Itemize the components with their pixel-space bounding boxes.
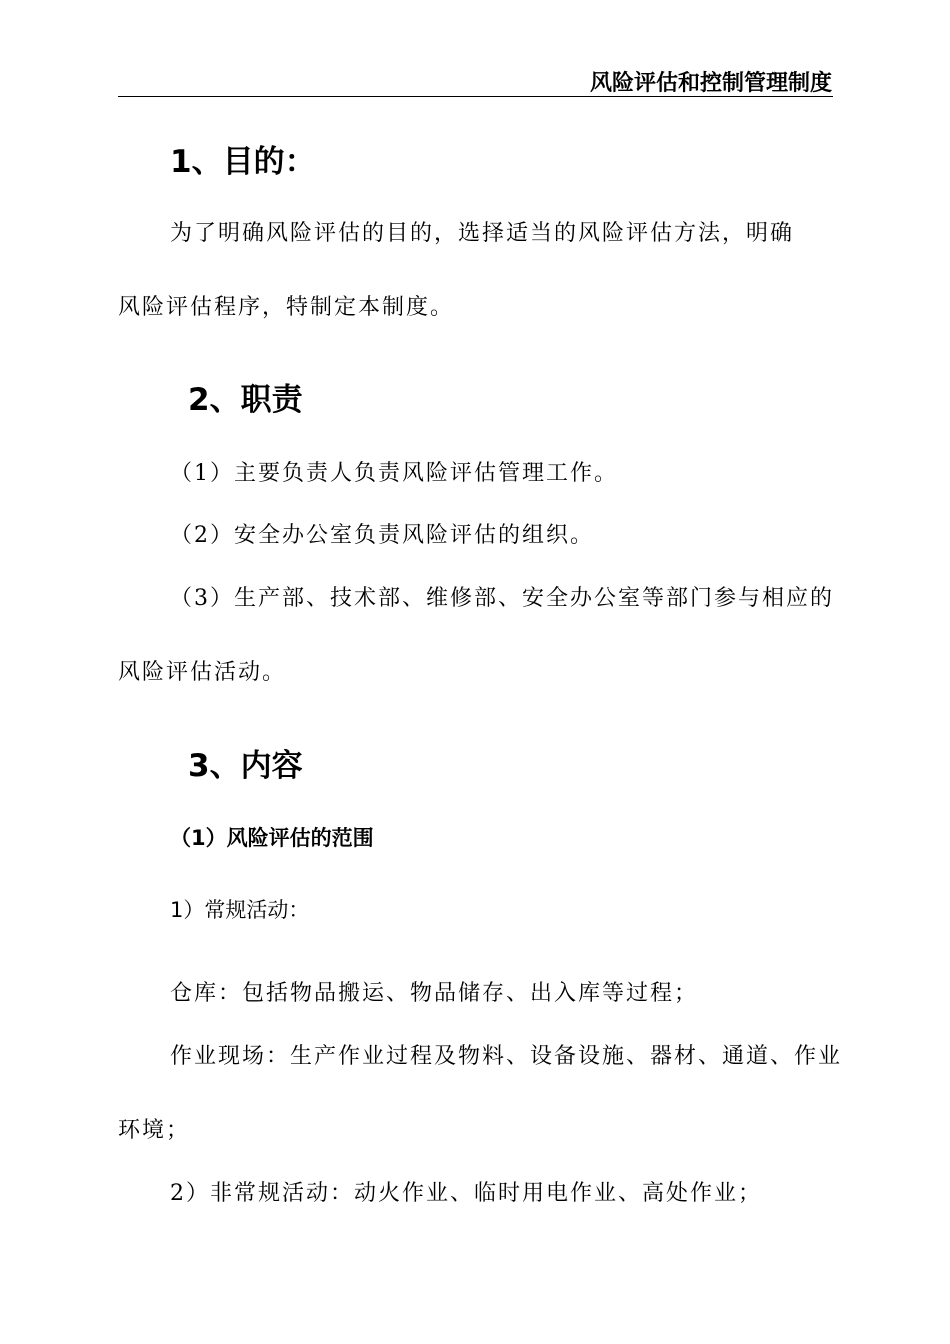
non-routine-activities-text: 2）非常规活动：动火作业、临时用电作业、高处作业；: [170, 1181, 762, 1206]
warehouse-text: 仓库：包括物品搬运、物品储存、出入库等过程；: [170, 981, 699, 1006]
duty-item-3-line-1: （3）生产部、技术部、维修部、安全办公室等部门参与相应的: [170, 586, 834, 611]
header-divider: [118, 96, 833, 97]
section-2-heading: 2、职责: [188, 382, 303, 418]
document-header-title: 风险评估和控制管理制度: [589, 71, 832, 96]
section-1-paragraph-line-1: 为了明确风险评估的目的，选择适当的风险评估方法，明确: [170, 221, 795, 246]
duty-item-3-line-2: 风险评估活动。: [118, 660, 287, 685]
worksite-text-line-2: 环境；: [118, 1118, 191, 1143]
section-1-heading: 1、目的：: [170, 144, 316, 180]
routine-activities-label: 1）常规活动：: [170, 898, 310, 922]
duty-item-2: （2）安全办公室负责风险评估的组织。: [170, 523, 594, 548]
section-3-heading: 3、内容: [188, 748, 303, 784]
worksite-text-line-1: 作业现场：生产作业过程及物料、设备设施、器材、通道、作业: [170, 1044, 843, 1069]
scope-subheading: （1）风险评估的范围: [170, 826, 374, 850]
duty-item-1: （1）主要负责人负责风险评估管理工作。: [170, 461, 618, 486]
section-1-paragraph-line-2: 风险评估程序，特制定本制度。: [118, 295, 455, 320]
